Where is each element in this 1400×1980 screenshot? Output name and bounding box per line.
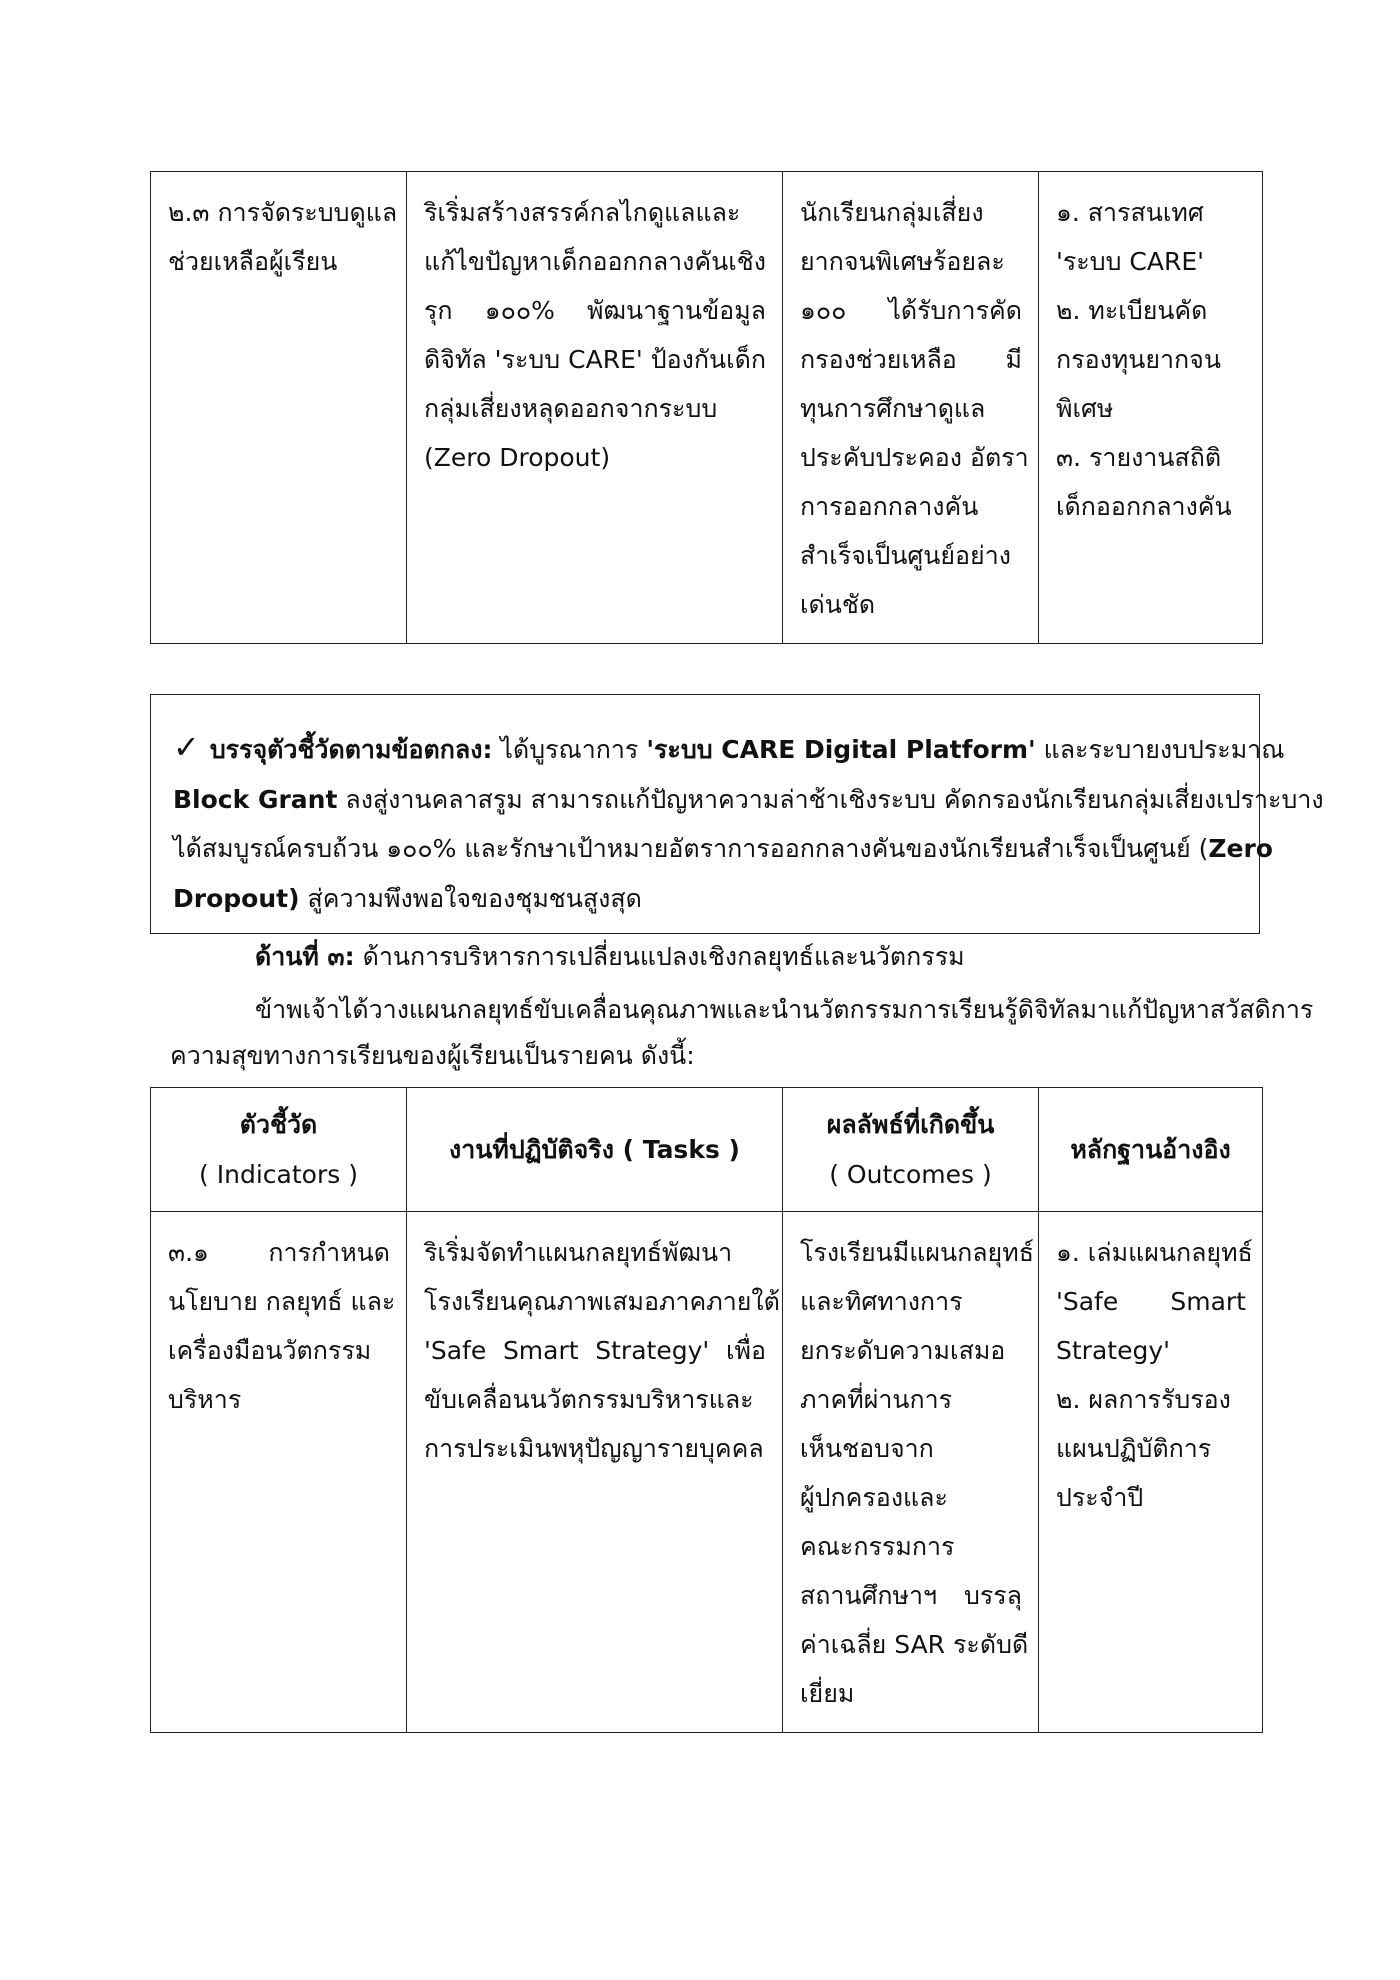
section-label: ด้านที่ ๓:	[255, 942, 355, 971]
cell-line: ผู้ปกครองและ	[800, 1483, 948, 1512]
cell-line: (Zero Dropout)	[424, 443, 611, 472]
cell-line: เด็กออกกลางคัน	[1056, 492, 1232, 521]
summary-highlight: 'ระบบ CARE Digital Platform'	[646, 735, 1036, 764]
cell-line: ๒. ผลการรับรอง	[1056, 1385, 1231, 1414]
cell-line: โรงเรียนคุณภาพเสมอภาคภายใต้	[424, 1287, 780, 1316]
cell-line: รุก ๑๐๐% พัฒนาฐานข้อมูล	[424, 296, 766, 325]
cell-line: ๑๐๐ ได้รับการคัด	[800, 296, 1022, 325]
cell-line: กรองช่วยเหลือ มี	[800, 345, 1022, 374]
indicator-cell	[151, 1212, 407, 1733]
cell-line: โรงเรียนมีแผนกลยุทธ์	[800, 1238, 1034, 1267]
section-paragraph-line: ข้าพเจ้าได้วางแผนกลยุทธ์ขับเคลื่อนคุณภาพและนำนวัตกรรมการเรียนรู้ดิจิทัลมาแก้ปัญหาสวัสดิการ	[255, 995, 1314, 1024]
header-indicators	[151, 1088, 407, 1212]
cell-line: เห็นชอบจาก	[800, 1434, 934, 1463]
summary-line	[173, 723, 1285, 775]
cell-line: ภาคที่ผ่านการ	[800, 1385, 953, 1414]
summary-label: บรรจุตัวชี้วัดตามข้อตกลง:	[209, 735, 493, 764]
summary-text: ได้บูรณาการ	[492, 735, 647, 764]
header-tasks	[407, 1088, 783, 1212]
cell-line: สำเร็จเป็นศูนย์อย่าง	[800, 541, 1011, 570]
table-row	[151, 1212, 1263, 1733]
indicator-table-3-1	[150, 1087, 1263, 1733]
header-line: ( Outcomes )	[829, 1159, 992, 1189]
table-header-row	[151, 1088, 1263, 1212]
tasks-cell	[407, 172, 783, 644]
header-outcomes	[783, 1088, 1039, 1212]
indicator-cell	[151, 172, 407, 644]
tasks-cell	[407, 1212, 783, 1733]
cell-line: เด่นชัด	[800, 590, 876, 619]
cell-line: ๓. รายงานสถิติ	[1056, 443, 1222, 472]
cell-line: เครื่องมือนวัตกรรม	[168, 1336, 372, 1365]
summary-highlight: Block Grant	[173, 784, 338, 814]
summary-text: และระบายงบประมาณ	[1035, 735, 1285, 764]
cell-line: บริหาร	[168, 1385, 242, 1414]
check-icon: ✓	[173, 728, 200, 766]
section-heading	[255, 937, 965, 977]
summary-text: สู่ความพึงพอใจของชุมชนสูงสุด	[299, 883, 642, 913]
indicator-summary-box	[150, 694, 1324, 934]
cell-line: กลุ่มเสี่ยงหลุดออกจากระบบ	[424, 394, 718, 423]
cell-line: ช่วยเหลือผู้เรียน	[168, 247, 338, 276]
section-paragraph-line: ความสุขทางการเรียนของผู้เรียนเป็นรายคน ดังนี้:	[170, 1041, 695, 1070]
cell-line: คณะกรรมการ	[800, 1532, 955, 1561]
cell-line: ริเริ่มสร้างสรรค์กลไกดูแลและ	[424, 198, 741, 227]
summary-line	[173, 775, 1324, 825]
cell-line: ยากจนพิเศษร้อยละ	[800, 247, 1005, 276]
summary-line	[173, 874, 1237, 924]
cell-line: สถานศึกษาฯ บรรลุ	[800, 1581, 1022, 1610]
cell-line: ประคับประคอง อัตรา	[800, 443, 1029, 472]
indicator-table-2-3	[150, 171, 1263, 644]
outcomes-cell	[783, 1212, 1039, 1733]
cell-line: 'Safe Smart	[1056, 1287, 1246, 1316]
cell-line: 'Safe Smart Strategy' เพื่อ	[424, 1336, 766, 1365]
cell-line: Strategy'	[1056, 1336, 1170, 1365]
cell-line: ๒.๓ การจัดระบบดูแล	[168, 198, 398, 227]
cell-line: ขับเคลื่อนนวัตกรรมบริหารและ	[424, 1385, 754, 1414]
header-evidence	[1039, 1088, 1263, 1212]
cell-line: การออกกลางคัน	[800, 492, 979, 521]
cell-line: เยี่ยม	[800, 1679, 855, 1708]
cell-line: ทุนการศึกษาดูแล	[800, 394, 986, 423]
cell-line: ๑. เล่มแผนกลยุทธ์	[1056, 1238, 1253, 1267]
summary-text: ได้สมบูรณ์ครบถ้วน ๑๐๐% และรักษาเป้าหมายอัตราการออกกลางคันของนักเรียนสำเร็จเป็นศูนย์ (	[173, 834, 1209, 863]
evidence-cell	[1039, 1212, 1263, 1733]
outcomes-cell	[783, 172, 1039, 644]
table-row	[151, 172, 1263, 644]
cell-line: การประเมินพหุปัญญารายบุคคล	[424, 1434, 764, 1463]
cell-line: แก้ไขปัญหาเด็กออกกลางคันเชิง	[424, 247, 766, 276]
header-line: ตัวชี้วัด	[239, 1109, 318, 1139]
cell-line: 'ระบบ CARE'	[1056, 247, 1205, 276]
cell-line: กรองทุนยากจน	[1056, 345, 1221, 374]
evidence-cell	[1039, 172, 1263, 644]
cell-line: พิเศษ	[1056, 394, 1114, 423]
summary-highlight: Zero	[1208, 834, 1273, 863]
cell-line: ๑. สารสนเทศ	[1056, 198, 1204, 227]
cell-line: นักเรียนกลุ่มเสี่ยง	[800, 198, 984, 227]
cell-line: แผนปฏิบัติการ	[1056, 1434, 1212, 1463]
section-title: ด้านการบริหารการเปลี่ยนแปลงเชิงกลยุทธ์และนวัตกรรม	[354, 942, 965, 971]
cell-line: ประจำปี	[1056, 1483, 1144, 1512]
header-line: ผลลัพธ์ที่เกิดขึ้น	[826, 1109, 995, 1139]
summary-line	[173, 824, 1273, 874]
cell-line: ดิจิทัล 'ระบบ CARE' ป้องกันเด็ก	[424, 345, 766, 374]
cell-line: นโยบาย กลยุทธ์ และ	[168, 1287, 396, 1316]
cell-line: ๓.๑ การกำหนด	[168, 1238, 390, 1267]
cell-line: และทิศทางการ	[800, 1287, 963, 1316]
cell-line: ๒. ทะเบียนคัด	[1056, 296, 1208, 325]
cell-line: ค่าเฉลี่ย SAR ระดับดี	[800, 1630, 1029, 1659]
header-line: งานที่ปฏิบัติจริง ( Tasks )	[449, 1134, 740, 1164]
summary-highlight: Dropout)	[173, 883, 300, 913]
summary-text: ลงสู่งานคลาสรูม สามารถแก้ปัญหาความล่าช้าเชิงระบบ คัดกรองนักเรียนกลุ่มเสี่ยงเปราะบาง	[337, 784, 1324, 814]
cell-line: ริเริ่มจัดทำแผนกลยุทธ์พัฒนา	[424, 1238, 733, 1267]
cell-line: ยกระดับความเสมอ	[800, 1336, 1006, 1365]
header-line: หลักฐานอ้างอิง	[1070, 1134, 1231, 1164]
header-line: ( Indicators )	[199, 1159, 358, 1189]
